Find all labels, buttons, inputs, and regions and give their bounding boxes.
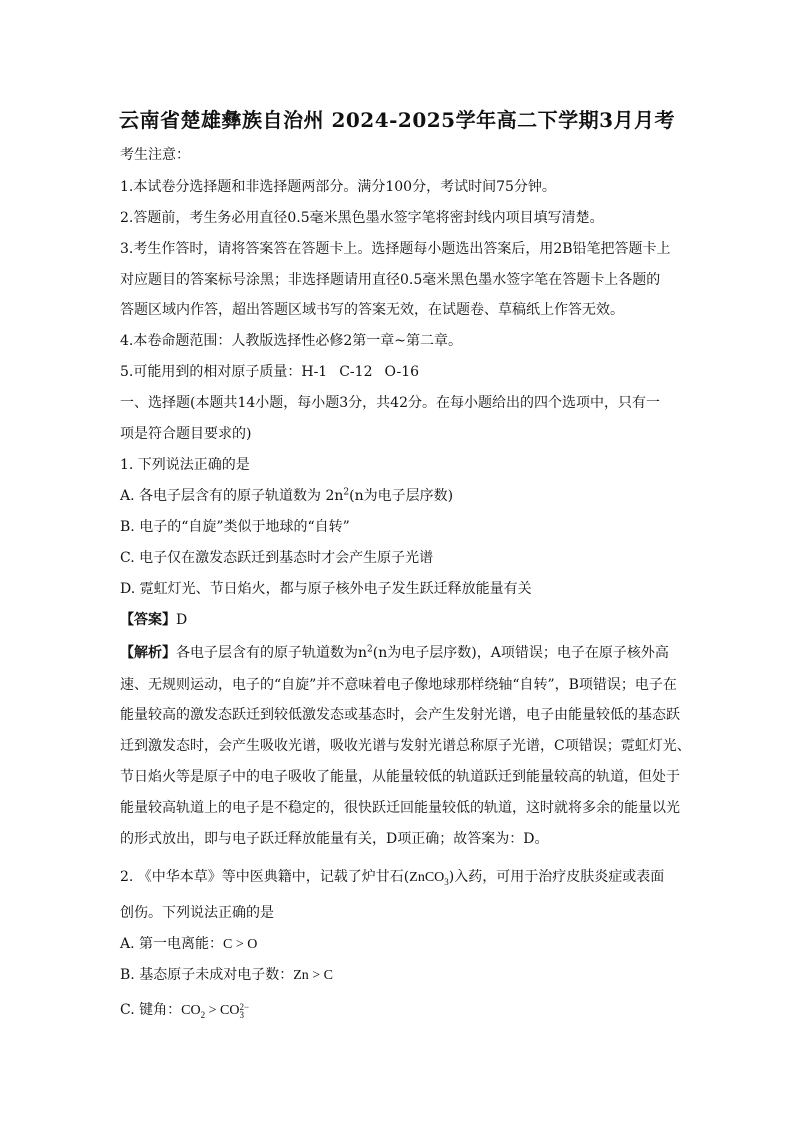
mass-h: H-1	[301, 364, 328, 380]
q1-analysis-line-7: 的形式放出，即与电子跃迁释放能量有关，D项正确；故答案为：D。	[120, 831, 549, 847]
notice-item-3-cont-2: 答题区域内作答，超出答题区域书写的答案无效，在试题卷、草稿纸上作答无效。	[120, 302, 624, 318]
q2-stem: 2. 《中华本草》等中医典籍中，记载了炉甘石(ZnCO$_3$)入药，可用于治疗皮肤炎症或表面	[120, 869, 665, 887]
section-heading: 一、选择题(本题共14小题，每小题3分，共42分。在每小题给出的四个选项中，只有一	[120, 395, 660, 411]
q1-answer	[120, 611, 680, 629]
notice-item-1: 1.本试卷分选择题和非选择题两部分。满分100分，考试时间75分钟。	[120, 179, 556, 195]
q1-option-d: D. 霓虹灯光、节日焰火，都与原子核外电子发生跃迁释放能量有关	[120, 581, 532, 597]
answer-label: 【答案】	[120, 612, 176, 628]
q1-analysis-line-5: 节日焰火等是原子中的电子吸收了能量，从能量较低的轨道跃迁到能量较高的轨道，但处于	[120, 769, 680, 785]
notice-item-3: 3.考生作答时，请将答案答在答题卡上。选择题每小题选出答案后，用2B铅笔把答题卡上	[120, 241, 671, 257]
q1-stem: 1. 下列说法正确的是	[120, 457, 250, 473]
q1-analysis-line-6: 能量较高轨道上的电子是不稳定的，很快跃迁回能量较低的轨道，这时就将多余的能量以光	[120, 800, 680, 816]
answer-value: D	[176, 612, 188, 628]
q1-analysis-line-1: 【解析】各电子层含有的原子轨道数为$n^2(n$为电子层序数)，A项错误；电子在原子核外高	[120, 644, 669, 661]
q1-option-b: B. 电子的“自旋”类似于地球的“自转”	[120, 519, 350, 535]
analysis-label: 【解析】	[120, 645, 176, 661]
q1-analysis-line-3: 能量较高的激发态跃迁到较低激发态或基态时，会产生发射光谱，电子由能量较低的基态跃	[120, 707, 680, 723]
formula-co2: $CO_2$	[181, 1003, 206, 1020]
q1-analysis-line-4: 迁到激发态时，会产生吸收光谱，吸收光谱与发射光谱总称原子光谱，C项错误；霓虹灯光、	[120, 738, 691, 754]
mass-o: O-16	[384, 364, 420, 380]
notice-item-2: 2.答题前，考生务必用直径0.5毫米黑色墨水签字笔将密封线内项目填写清楚。	[120, 210, 604, 226]
section-heading-cont: 项是符合题目要求的)	[120, 426, 252, 442]
masses-label: 5.可能用到的相对原子质量：	[120, 364, 302, 380]
q1-option-c: C. 电子仅在激发态跃迁到基态时才会产生原子光谱	[120, 550, 434, 566]
q2-option-c: C. 键角：$CO_2$ > CO 2− 3	[120, 1001, 250, 1020]
formula-znco3: ZnCO$_3$	[409, 870, 449, 887]
notice-item-3-cont-1: 对应题目的答案标号涂黑；非选择题请用直径0.5毫米黑色墨水签字笔在答题卡上各题的	[120, 272, 661, 288]
q1-analysis-line-2: 速、无规则运动，电子的“自旋”并不意味着电子像地球那样绕轴“自转”，B项错误；电子在	[120, 677, 677, 693]
notice-item-4: 4.本卷命题范围：人教版选择性必修2第一章~第二章。	[120, 333, 462, 349]
document-title: 云南省楚雄彝族自治州 2024-2025学年高二下学期3月月考	[118, 108, 675, 132]
notice-item-5	[120, 363, 680, 381]
formula-co3: CO 2− 3	[219, 1001, 250, 1020]
q2-option-b: B. 基态原子未成对电子数：Zn > C	[120, 967, 333, 983]
q2-stem-cont: 创伤。下列说法正确的是	[120, 905, 274, 921]
notice-heading: 考生注意：	[120, 147, 190, 163]
q1-option-a: A. 各电子层含有的原子轨道数为 $2n^2(n$为电子层序数)	[120, 487, 454, 504]
q2-option-a: A. 第一电离能：C > O	[120, 936, 258, 952]
mass-c: C-12	[339, 364, 373, 380]
